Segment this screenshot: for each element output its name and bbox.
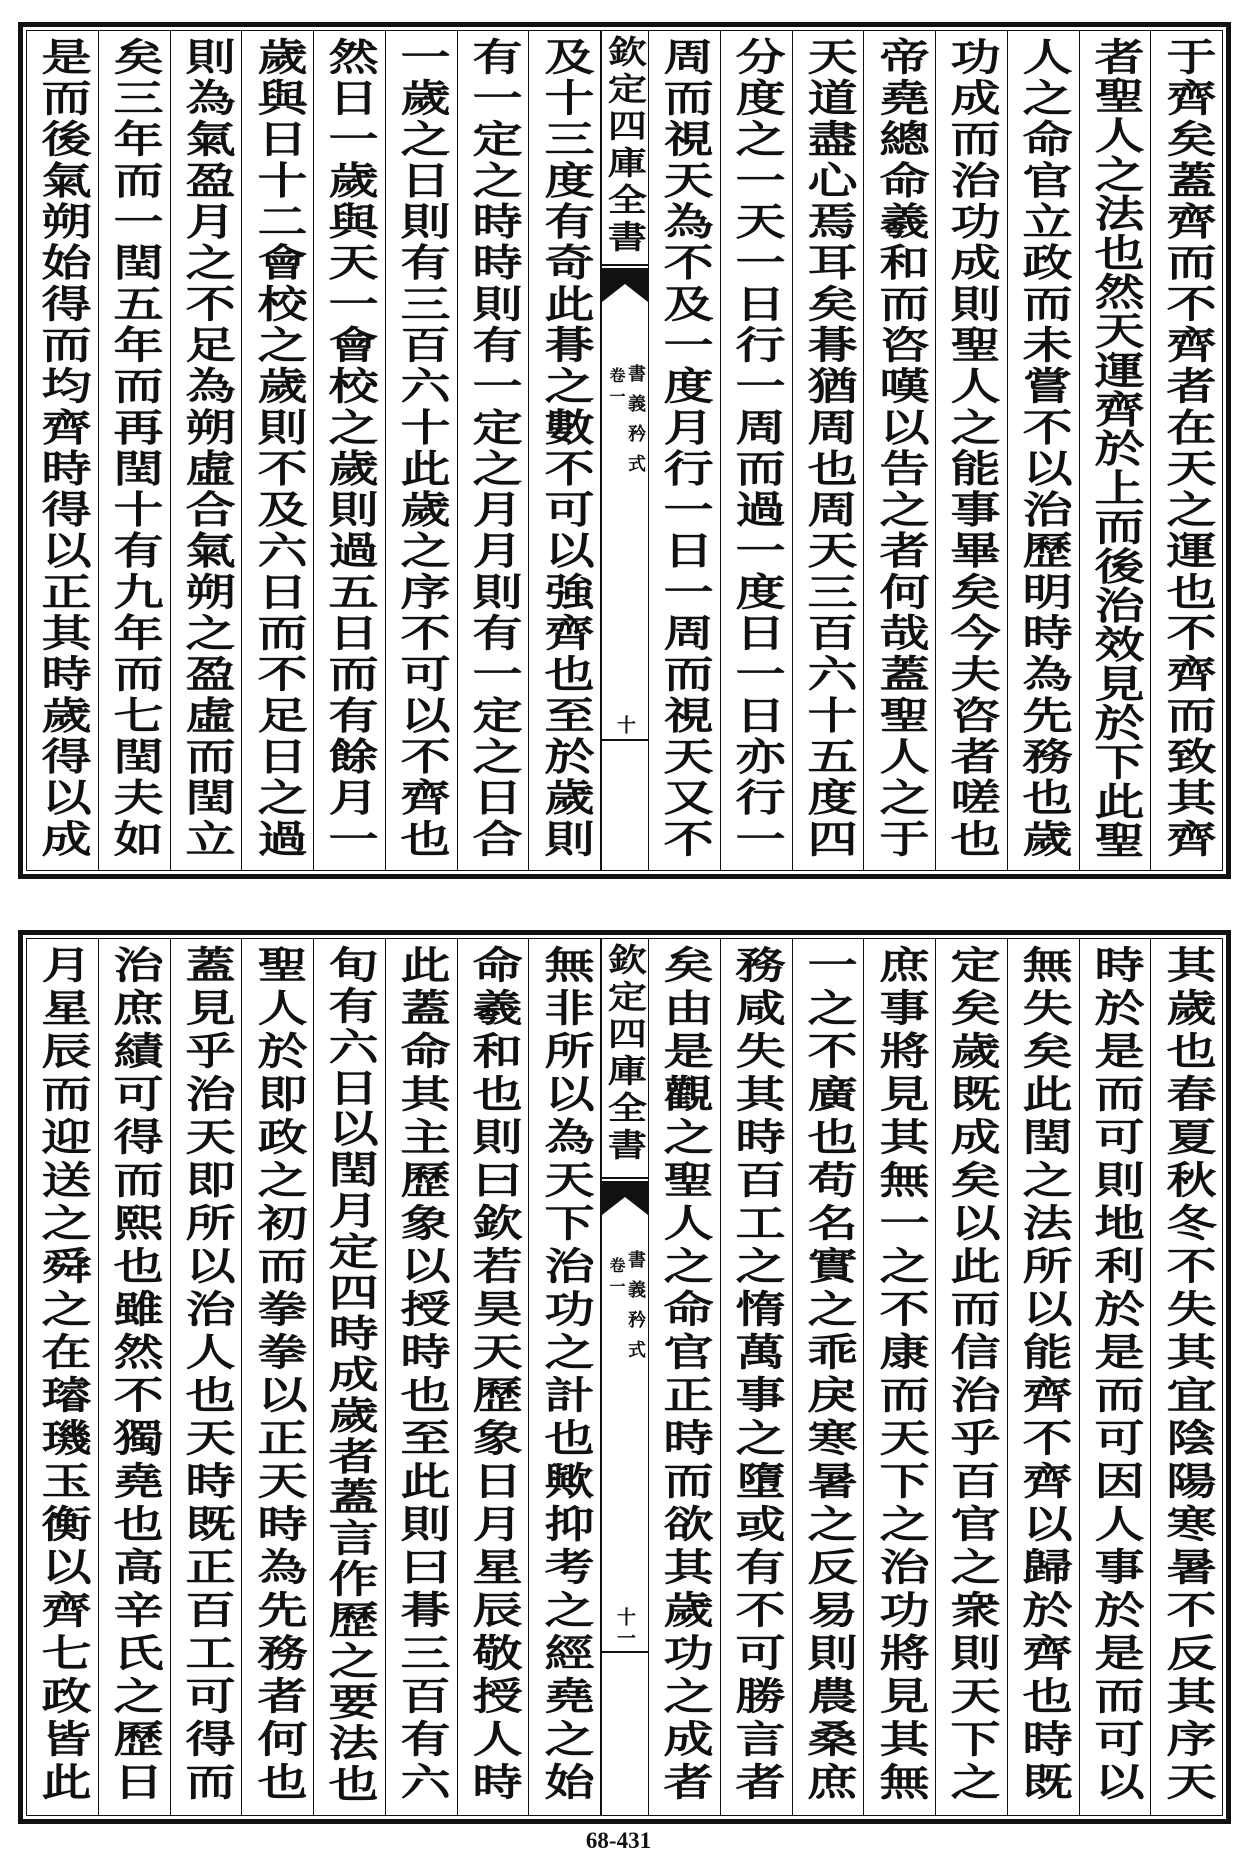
column-text: 帝堯總命羲和而咨嘆以告之者何哉蓋聖人之于 [870,37,930,860]
text-column [313,939,385,1815]
column-text: 一之不廣也苟名實之乖戾寒暑之反易則農桑庶 [798,945,859,1805]
text-column [935,939,1007,1815]
column-text: 其歲也春夏秋冬不失其宜陰陽寒暑不反其序天 [1157,945,1217,1805]
lower-page-frame [26,938,1223,1816]
column-text: 及十三度有奇此朞之數不可以強齊也至於歲則 [535,37,595,860]
column-text: 有一定之時時則有一定之月月則有一定之日合 [463,37,524,860]
column-text: 無失矣此閏之法所以能齊不齊以歸於齊也時既 [1014,945,1074,1805]
folio-number: 十一 [614,1607,636,1649]
collection-title: 欽定四庫全書 [601,35,649,257]
column-text: 此蓋命其主歷象以授時也至此則曰朞三百有六 [392,945,452,1805]
collection-title: 欽定四庫全書 [601,943,649,1165]
column-text: 庶事將見其無一之不康而天下之治功將見其無 [870,945,930,1805]
folio-number: 十 [614,715,636,736]
lower-page [18,930,1231,1824]
center-strip [600,31,648,870]
column-text: 功成而治功成則聖人之能事畢矣今夫咨者嗟也 [942,37,1002,860]
page-reference-number: 68-431 [585,1828,652,1853]
volume-label: 卷一 [607,1257,626,1299]
column-text: 蓋見乎治天即所以治人也天時既正百工可得而 [176,945,237,1805]
text-column [863,939,935,1815]
text-column [648,31,720,870]
column-text: 歲與日十二會校之歲則不及六日而不足日之過 [248,37,308,860]
fishtail-rule [602,1177,648,1179]
column-text: 時於是而可則地利於是而可因人事於是而可以 [1085,945,1146,1805]
text-column [457,939,529,1815]
column-text: 矣由是觀之聖人之命官正時而欲其歲功之成者 [655,945,715,1805]
column-text: 務咸失其時百工之惰萬事之墮或有不可勝言者 [727,945,787,1805]
book-title: 書義矜式 [625,364,646,484]
fishtail-ornament-icon [602,1181,648,1215]
text-column [528,31,600,870]
text-column [385,939,457,1815]
fishtail-rule [602,264,648,266]
folio-rule [602,739,648,741]
folio-rule [602,1651,648,1653]
column-text: 周而視天為不及一度月行一日一周而視天又不 [655,37,715,860]
text-column [241,939,313,1815]
column-text: 命羲和也則曰欽若昊天歷象日月星辰敬授人時 [463,945,524,1805]
text-column [98,31,170,870]
text-column [27,31,98,870]
column-text: 旬有六日以閏月定四時成歲者蓋言作歷之要法也 [320,945,380,1805]
column-text: 者聖人之法也然天運齊於上而後治效見於下此聖 [1085,37,1146,860]
column-text: 無非所以為天下治功之計也歟抑考之經堯之始 [535,945,595,1805]
column-text: 月星辰而迎送之舜之在璿璣玉衡以齊七政皆此 [33,945,93,1805]
text-column [792,939,864,1815]
text-column [1150,939,1222,1815]
column-text: 則為氣盈月之不足為朔虛合氣朔之盈虛而閏立 [176,37,237,860]
text-column [170,939,242,1815]
text-column [27,939,98,1815]
text-column [457,31,529,870]
column-text: 治庶績可得而熙也雖然不獨堯也高辛氏之歷日 [105,945,165,1805]
upper-page-frame [26,30,1223,871]
book-title: 書義矜式 [625,1250,646,1370]
text-column [720,31,792,870]
text-column [241,31,313,870]
text-column [648,939,720,1815]
text-column [863,31,935,870]
fishtail-ornament-icon [602,268,648,302]
volume-label: 卷一 [607,367,626,409]
column-text: 一歲之日則有三百六十此歲之序不可以不齊也 [392,37,452,860]
column-text: 分度之一天一日行一周而過一度日一日亦行一 [727,37,787,860]
text-column [1079,31,1151,870]
column-text: 于齊矣蓋齊而不齊者在天之運也不齊而致其齊 [1157,37,1217,860]
text-column [1007,31,1079,870]
column-text: 矣三年而一閏五年而再閏十有九年而七閏夫如 [105,37,165,860]
text-column [313,31,385,870]
column-text: 天道盡心焉耳矣朞猶周也周天三百六十五度四 [798,37,859,860]
text-column [720,939,792,1815]
column-text: 人之命官立政而未嘗不以治歷明時為先務也歲 [1014,37,1074,860]
text-column [528,939,600,1815]
text-column [935,31,1007,870]
text-column [170,31,242,870]
text-column [385,31,457,870]
column-text: 聖人於即政之初而拳拳以正天時為先務者何也 [248,945,308,1805]
column-text: 定矣歲既成矣以此而信治乎百官之衆則天下之 [942,945,1002,1805]
text-column [1007,939,1079,1815]
text-column [98,939,170,1815]
text-column [1150,31,1222,870]
column-text: 然日一歲與天一會校之歲則過五日而有餘月一 [320,37,380,860]
column-text: 是而後氣朔始得而均齊時得以正其時歲得以成 [33,37,93,860]
text-column [792,31,864,870]
upper-page [18,22,1231,879]
center-strip [600,939,648,1815]
text-column [1079,939,1151,1815]
